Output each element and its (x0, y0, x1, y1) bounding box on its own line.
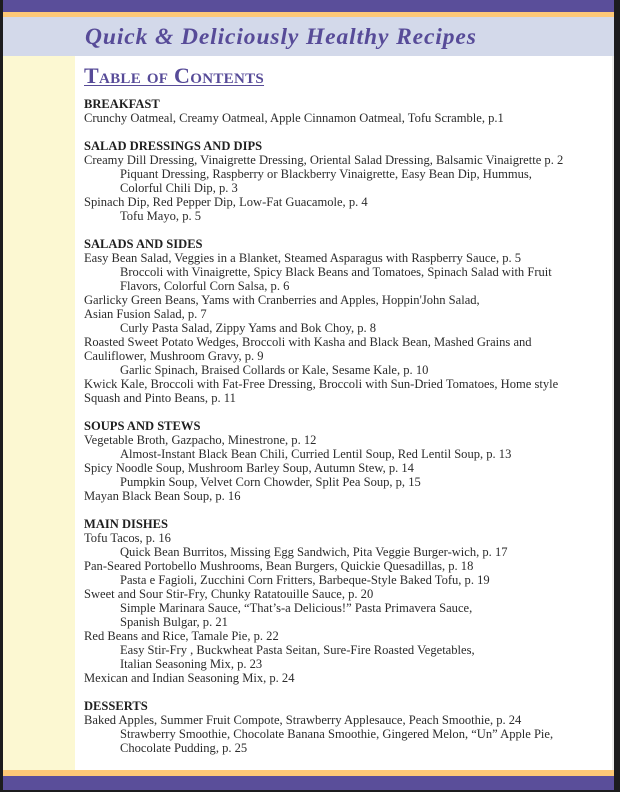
toc-entry-line: Pumpkin Soup, Velvet Corn Chowder, Split Pea Soup, p, 15 (120, 475, 421, 489)
right-edge-line (612, 56, 614, 770)
toc-entry-line: Spicy Noodle Soup, Mushroom Barley Soup, Autumn Stew, p. 14 (84, 461, 414, 475)
toc-entry-line: Garlic Spinach, Braised Collards or Kale, Sesame Kale, p. 10 (120, 363, 429, 377)
left-margin-column (3, 56, 75, 770)
toc-section (84, 699, 612, 755)
toc-entry-line: Mexican and Indian Seasoning Mix, p. 24 (84, 671, 295, 685)
toc-entry-line: Colorful Chili Dip, p. 3 (120, 181, 238, 195)
toc-heading: Table of Contents (84, 63, 265, 88)
toc-section (84, 237, 612, 405)
toc-entry-line: Squash and Pinto Beans, p. 11 (84, 391, 236, 405)
toc-entry-line: Spanish Bulgar, p. 21 (120, 615, 228, 629)
toc-entry-line: Strawberry Smoothie, Chocolate Banana Smoothie, Gingered Melon, “Un” Apple Pie, (120, 727, 554, 741)
toc-entry-line: Vegetable Broth, Gazpacho, Minestrone, p. 12 (84, 433, 317, 447)
toc-entry-line: Pan-Seared Portobello Mushrooms, Bean Burgers, Quickie Quesadillas, p. 18 (84, 559, 474, 573)
toc-section (84, 419, 612, 503)
toc-entry-line: Tofu Tacos, p. 16 (84, 531, 171, 545)
section-title: BREAKFAST (84, 97, 160, 111)
document-page (3, 0, 614, 790)
toc-entry-line: Tofu Mayo, p. 5 (120, 209, 202, 223)
section-title: DESSERTS (84, 699, 148, 713)
document-title: Quick & Deliciously Healthy Recipes (85, 24, 477, 50)
toc-entry-line: Easy Bean Salad, Veggies in a Blanket, Steamed Asparagus with Raspberry Sauce, p. 5 (84, 251, 522, 265)
toc-entry-line: Sweet and Sour Stir-Fry, Chunky Ratatouille Sauce, p. 20 (84, 587, 374, 601)
section-title: MAIN DISHES (84, 517, 169, 531)
toc-entry-line: Broccoli with Vinaigrette, Spicy Black Beans and Tomatoes, Spinach Salad with Fruit (120, 265, 552, 279)
toc-entry-line: Creamy Dill Dressing, Vinaigrette Dressing, Oriental Salad Dressing, Balsamic Vinaigrette p. 2 (84, 153, 564, 167)
toc-entry-line: Roasted Sweet Potato Wedges, Broccoli with Kasha and Black Bean, Mashed Grains and (84, 335, 532, 349)
toc-entry-line: Chocolate Pudding, p. 25 (120, 741, 248, 755)
toc-entry-line: Baked Apples, Summer Fruit Compote, Strawberry Applesauce, Peach Smoothie, p. 24 (84, 713, 522, 727)
toc-section (84, 517, 612, 685)
toc-entry-line: Almost-Instant Black Bean Chili, Curried Lentil Soup, Red Lentil Soup, p. 13 (120, 447, 512, 461)
toc-entry-line: Quick Bean Burritos, Missing Egg Sandwich, Pita Veggie Burger-wich, p. 17 (120, 545, 508, 559)
toc-entry-line: Mayan Black Bean Soup, p. 16 (84, 489, 241, 503)
table-of-contents (84, 97, 612, 769)
toc-entry-line: Cauliflower, Mushroom Gravy, p. 9 (84, 349, 264, 363)
toc-entry-line: Red Beans and Rice, Tamale Pie, p. 22 (84, 629, 279, 643)
toc-section (84, 97, 612, 125)
toc-entry-line: Garlicky Green Beans, Yams with Cranberries and Apples, Hoppin'John Salad, (84, 293, 480, 307)
toc-entry-line: Piquant Dressing, Raspberry or Blackberry Vinaigrette, Easy Bean Dip, Hummus, (120, 167, 532, 181)
toc-entry-line: Curly Pasta Salad, Zippy Yams and Bok Choy, p. 8 (120, 321, 377, 335)
section-title: SALADS AND SIDES (84, 237, 203, 251)
toc-entry-line: Spinach Dip, Red Pepper Dip, Low-Fat Guacamole, p. 4 (84, 195, 368, 209)
toc-entry-line: Easy Stir-Fry , Buckwheat Pasta Seitan, Sure-Fire Roasted Vegetables, (120, 643, 475, 657)
toc-entry-line: Asian Fusion Salad, p. 7 (84, 307, 207, 321)
section-title: SALAD DRESSINGS AND DIPS (84, 139, 263, 153)
toc-entry-line: Simple Marinara Sauce, “That’s-a Delicious!” Pasta Primavera Sauce, (120, 601, 473, 615)
top-purple-band (3, 0, 614, 12)
bottom-purple-band (3, 776, 614, 790)
toc-entry-line: Crunchy Oatmeal, Creamy Oatmeal, Apple Cinnamon Oatmeal, Tofu Scramble, p.1 (84, 111, 504, 125)
toc-entry-line: Italian Seasoning Mix, p. 23 (120, 657, 263, 671)
toc-section (84, 139, 612, 223)
section-title: SOUPS AND STEWS (84, 419, 201, 433)
toc-entry-line: Flavors, Colorful Corn Salsa, p. 6 (120, 279, 290, 293)
toc-entry-line: Kwick Kale, Broccoli with Fat-Free Dressing, Broccoli with Sun-Dried Tomatoes, Home style (84, 377, 559, 391)
toc-entry-line: Pasta e Fagioli, Zucchini Corn Fritters, Barbeque-Style Baked Tofu, p. 19 (120, 573, 490, 587)
